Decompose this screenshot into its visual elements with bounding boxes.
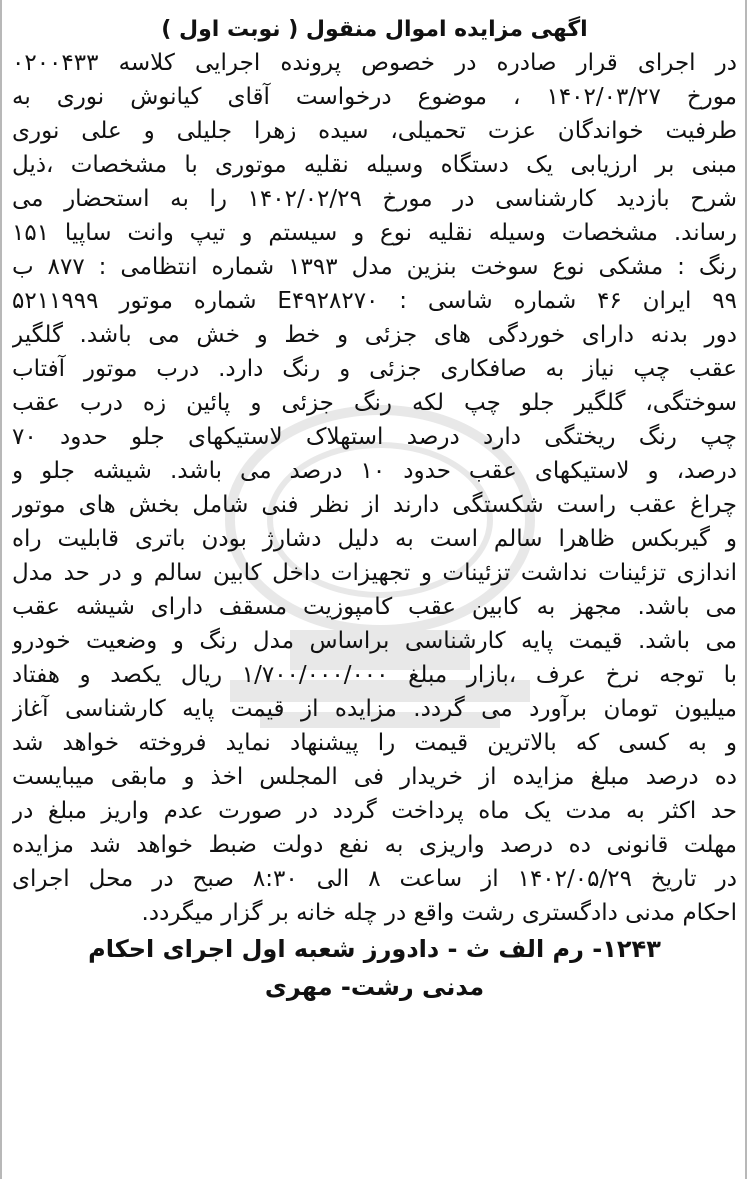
signature-line-2: مدنی رشت- مهری [264, 973, 485, 1001]
notice-body-line: رساند. مشخصات وسیله نقلیه نوع و سیستم و تیپ وانت ساپیا ۱۵۱ [12, 220, 737, 246]
notice-body-line: با توجه نرخ عرف ،بازار مبلغ ۱/۷۰۰/۰۰۰/۰۰۰ ریال یکصد و هفتاد [12, 662, 737, 688]
notice-body-line: احکام مدنی دادگستری رشت واقع در چله خانه بر گزار میگردد. [141, 900, 737, 926]
notice-body-line: و گیربکس ظاهرا سالم است به دلیل دشارژ بودن باتری قابلیت راه [12, 526, 737, 552]
signature-line-1: ۱۲۴۳- رم الف ث - دادورز شعبه اول اجرای احکام [88, 935, 661, 963]
notice-body-line: اندازی تزئینات نداشت تزئینات و تجهیزات داخل کابین سالم و در حد مدل [12, 560, 737, 586]
notice-body-line: میلیون تومان برآورد می گردد. مزایده از قیمت پایه کارشناسی آغاز [12, 696, 737, 722]
notice-body-line: می باشد. قیمت پایه کارشناسی براساس مدل رنگ و وضعیت خودرو [12, 628, 737, 654]
notice-body-line: در اجرای قرار صادره در خصوص پرونده اجرایی کلاسه ۰۲۰۰۴۳۳ [12, 50, 737, 76]
notice-title: اگهی مزایده اموال منقول ( نوبت اول ) [161, 17, 588, 42]
notice-body-line: در تاریخ ۱۴۰۲/۰۵/۲۹ از ساعت ۸ الی ۸:۳۰ صبح در محل اجرای [12, 866, 737, 892]
notice-body-line: مهلت قانونی ده درصد واریزی به نفع دولت ضبط خواهد شد مزایده [12, 832, 737, 858]
notice-body-line: ده درصد مبلغ مزایده از خریدار فی المجلس اخذ و مابقی میبایست [12, 764, 737, 790]
notice-body-line: چپ رنگ ریختگی دارد درصد استهلاک لاستیکهای جلو حدود ۷۰ [12, 424, 737, 450]
notice-body-line: مورخ ۱۴۰۲/۰۳/۲۷ ، موضوع درخواست آقای کیانوش نوری به [12, 84, 737, 110]
notice-body-line: می باشد. مجهز به کابین عقب کامپوزیت مسقف دارای شیشه عقب [12, 594, 737, 620]
notice-body-line: دور بدنه دارای خوردگی های جزئی و خط و خش می باشد. گلگیر [12, 322, 737, 348]
notice-body [12, 46, 737, 930]
notice-body-line: و به کسی که بالاترین قیمت را پیشنهاد نماید فروخته خواهد شد [12, 730, 737, 756]
notice-body-line: درصد، و لاستیکهای عقب حدود ۱۰ درصد می باشد. شیشه جلو و [12, 458, 737, 484]
notice-body-line: شرح بازدید کارشناسی در مورخ ۱۴۰۲/۰۲/۲۹ را به استحضار می [12, 186, 737, 212]
notice-body-line: حد اکثر به مدت یک ماه پرداخت گردد در صورت عدم واریز مبلغ در [12, 798, 737, 824]
notice-body-line: چراغ عقب راست شکستگی دارند از نظر فنی شامل بخش های موتور [12, 492, 737, 518]
auction-notice [12, 14, 737, 1006]
notice-body-line: سوختگی، گلگیر جلو چپ لکه رنگ جزئی و پائین زه درب عقب [12, 390, 737, 416]
notice-body-line: عقب چپ نیاز به صافکاری جزئی و رنگ دارد. درب موتور آفتاب [12, 356, 737, 382]
notice-body-line: رنگ : مشکی نوع سوخت بنزین مدل ۱۳۹۳ شماره انتظامی : ۸۷۷ ب [12, 254, 737, 280]
notice-body-line: ۹۹ ایران ۴۶ شماره شاسی : E۴۹۲۸۲۷۰ شماره موتور ۵۲۱۱۹۹۹ [12, 288, 737, 314]
notice-body-line: طرفیت خواندگان عزت تحمیلی، سیده زهرا جلیلی و علی نوری [12, 118, 737, 144]
notice-body-line: مبنی بر ارزیابی یک دستگاه وسیله نقلیه موتوری با مشخصات ،ذیل [12, 152, 737, 178]
